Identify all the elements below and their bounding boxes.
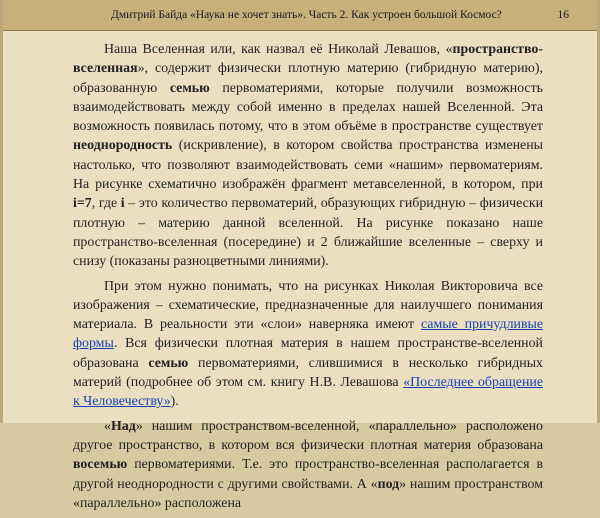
text: – это количество первоматерий, образующих гибридную – физически плотную – материю данной вселенной. На рисунке показано наше пространство-вселенная (посередине) и 2 ближайшие вселенные – сверху и снизу (показаны разноцветными линиями). xyxy=(73,196,543,270)
text: . Вся физически плотная материя в нашем пространстве-вселенной образована xyxy=(73,336,543,371)
link-last-appeal-book[interactable]: «Последнее обращение к Человечеству» xyxy=(73,375,543,410)
text: » нашим пространством «параллельно» расположена xyxy=(73,476,544,511)
bold-term: неоднородность xyxy=(73,138,173,154)
text: Наша Вселенная или, как назвал её Николай Левашов, « xyxy=(104,42,453,57)
page-header xyxy=(3,0,597,31)
bold-term: пространство-вселенная xyxy=(73,42,543,77)
bold-term: i=7 xyxy=(73,196,92,212)
text: » нашим пространством-вселенной, «параллельно» расположено другое пространство, в котором вся физически плотная материя образована xyxy=(73,418,543,453)
text: , где xyxy=(91,196,121,212)
paragraph-1 xyxy=(73,40,543,272)
bold-term: i xyxy=(120,196,125,212)
text: При этом нужно понимать, что на рисунках Николая Викторовича все изображения – схематические, предназначенные для наилучшего понимания материала. В реальности эти «слои» наверняка имеют xyxy=(73,278,543,333)
bold-term: семью xyxy=(169,80,210,96)
text: ). xyxy=(170,394,179,410)
bold-term: восемью xyxy=(73,457,128,473)
document-body xyxy=(73,40,543,518)
text: », содержит физически плотную материю (гибридную материю), образованную xyxy=(73,61,543,96)
paragraph-2 xyxy=(73,277,543,412)
text: первоматериями, слившимися в несколько гибридных материй (подробнее об этом см. книгу Н.В. Левашова xyxy=(73,355,543,391)
paragraph-3 xyxy=(73,417,543,513)
text: первоматериями, которые получили возможность взаимодействовать между собой именно в пределах нашей Вселенной. Эта возможность появилась потому, что в этом объёме в пространстве существует xyxy=(73,80,543,135)
bold-term: семью xyxy=(148,355,189,371)
header-title: Дмитрий Байда «Наука не хочет знать». Часть 2. Как устроен большой Космос? xyxy=(111,9,502,21)
text: первоматериями. Т.е. это пространство-вселенная располагается в другой неоднородности с другими свойствами. А « xyxy=(73,457,543,492)
bold-term: под xyxy=(377,476,400,492)
text: « xyxy=(104,418,111,434)
link-strange-forms[interactable]: самые причудливые формы xyxy=(73,317,543,352)
text: (искривление), в котором свойства пространства изменены настолько, что позволяют взаимодействовать семи «нашим» первоматериям. На рисунке схематично изображён фрагмент метавселенной, в котором, при xyxy=(73,138,543,193)
bold-term: Над xyxy=(110,418,136,434)
page-number: 16 xyxy=(557,9,569,21)
